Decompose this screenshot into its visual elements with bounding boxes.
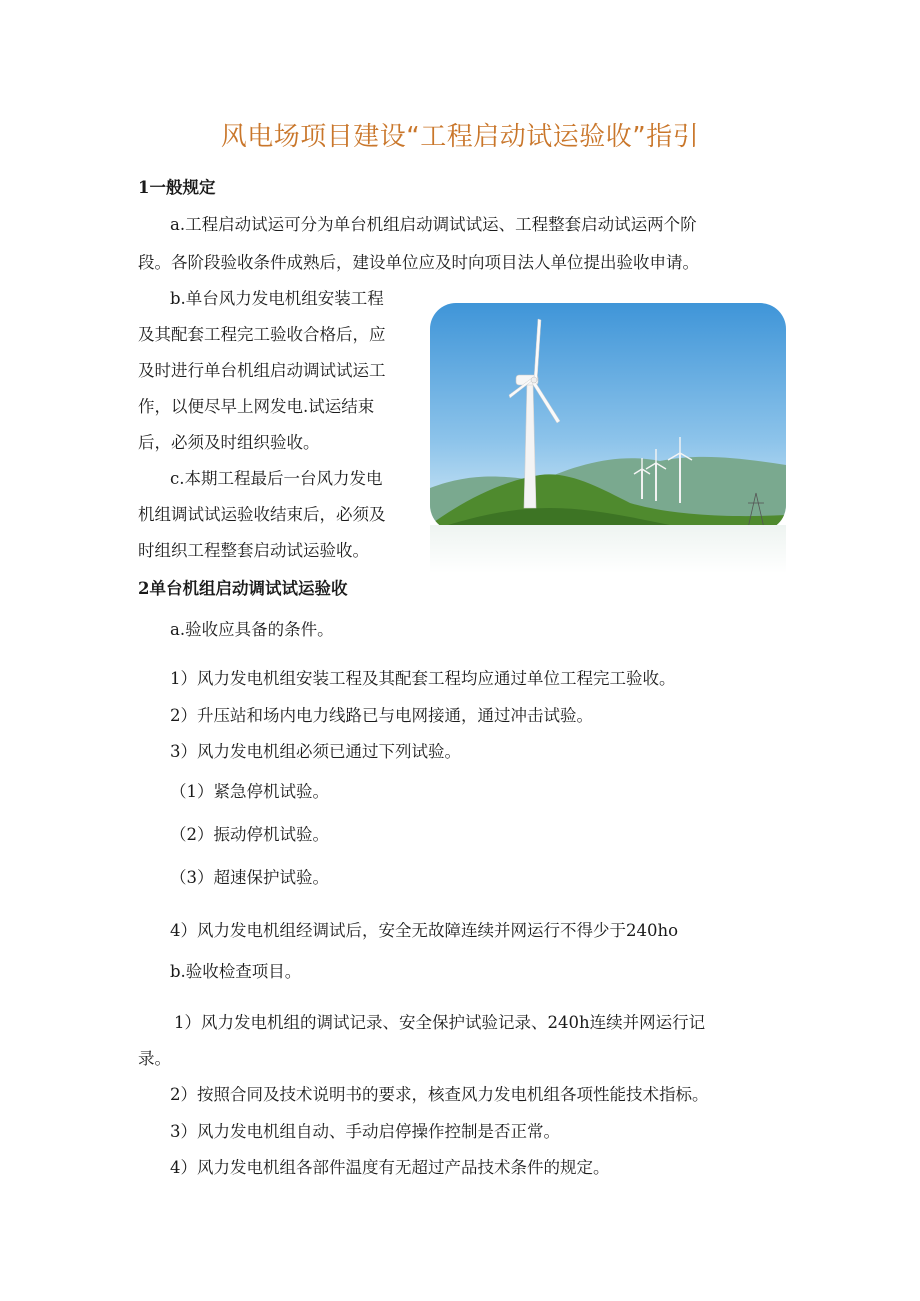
section-1-heading: 1一般规定 [138, 178, 216, 197]
para-b-line: 及时进行单台机组启动调试试运工 [138, 361, 386, 380]
list-b-label: b.验收检查项目。 [170, 962, 302, 981]
para-c-line: c.本期工程最后一台风力发电 [170, 469, 383, 488]
list-item: 4）风力发电机组各部件温度有无超过产品技术条件的规定。 [170, 1158, 610, 1177]
section-2-heading: 2单台机组启动调试试运验收 [138, 579, 348, 598]
wind-turbine-photo [430, 303, 786, 573]
test-item: （3）超速保护试验。 [170, 868, 329, 887]
para-b-line: b.单台风力发电机组安装工程 [170, 289, 384, 308]
document-title: 风电场项目建设“工程启动试运验收”指引 [220, 122, 700, 152]
list-item-continuation: 录。 [138, 1049, 171, 1068]
para-b-line: 及其配套工程完工验收合格后，应 [138, 325, 386, 344]
list-item: 3）风力发电机组必须已通过下列试验。 [170, 742, 461, 761]
list-item: 1）风力发电机组安装工程及其配套工程均应通过单位工程完工验收。 [170, 669, 676, 688]
para-a-line2: 段。各阶段验收条件成熟后，建设单位应及时向项目法人单位提出验收申请。 [138, 253, 699, 272]
list-item: 2）升压站和场内电力线路已与电网接通，通过冲击试验。 [170, 706, 593, 725]
list-item: 4）风力发电机组经调试后，安全无故障连续并网运行不得少于240ho [170, 921, 679, 940]
list-a-label: a.验收应具备的条件。 [170, 620, 334, 639]
test-item: （1）紧急停机试验。 [170, 782, 329, 801]
list-item: 2）按照合同及技术说明书的要求，核查风力发电机组各项性能技术指标。 [170, 1085, 709, 1104]
para-b-line: 作，以便尽早上网发电.试运结束 [138, 397, 375, 416]
para-a-line1: a.工程启动试运可分为单台机组启动调试试运、工程整套启动试运两个阶 [170, 215, 697, 234]
list-item: 3）风力发电机组自动、手动启停操作控制是否正常。 [170, 1122, 560, 1141]
para-c-line: 时组织工程整套启动试运验收。 [138, 541, 369, 560]
para-c-line: 机组调试试运验收结束后，必须及 [138, 505, 386, 524]
wind-turbine-icon [430, 303, 786, 573]
test-item: （2）振动停机试验。 [170, 825, 329, 844]
list-item: 1）风力发电机组的调试记录、安全保护试验记录、240h连续并网运行记 [174, 1013, 706, 1032]
para-b-line: 后，必须及时组织验收。 [138, 433, 320, 452]
